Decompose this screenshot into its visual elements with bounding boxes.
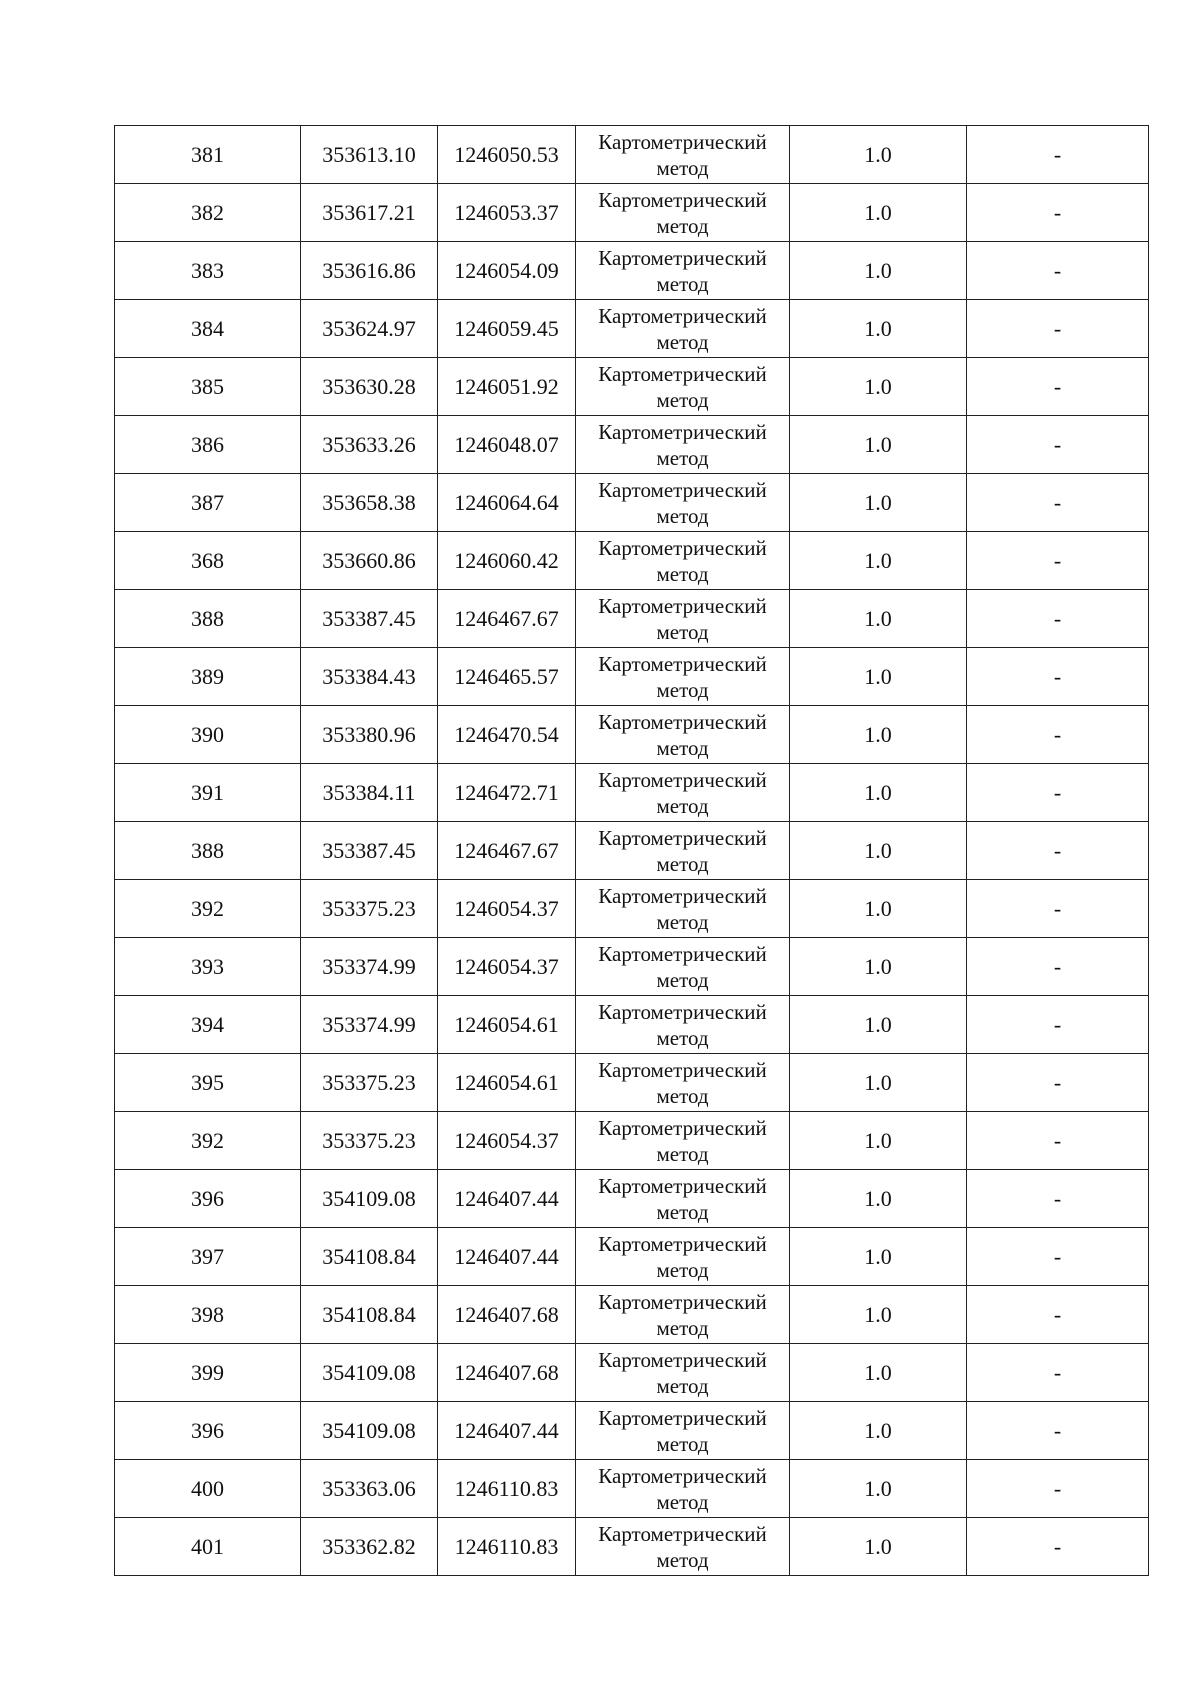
method-cell: Картометрический метод: [576, 242, 790, 300]
method-cell: Картометрический метод: [576, 300, 790, 358]
method-cell: Картометрический метод: [576, 1518, 790, 1576]
method-cell: Картометрический метод: [576, 126, 790, 184]
method-cell: Картометрический метод: [576, 938, 790, 996]
y-coordinate-cell: 1246470.54: [438, 706, 576, 764]
x-coordinate-cell: 353616.86: [301, 242, 438, 300]
x-coordinate-cell: 353384.43: [301, 648, 438, 706]
note-cell: -: [967, 242, 1149, 300]
y-coordinate-cell: 1246467.67: [438, 822, 576, 880]
point-number-cell: 386: [115, 416, 301, 474]
x-coordinate-cell: 353658.38: [301, 474, 438, 532]
note-cell: -: [967, 1460, 1149, 1518]
table-row: [115, 184, 1149, 242]
x-coordinate-cell: 354109.08: [301, 1344, 438, 1402]
method-cell: Картометрический метод: [576, 822, 790, 880]
note-cell: -: [967, 358, 1149, 416]
accuracy-cell: 1.0: [790, 648, 967, 706]
point-number-cell: 394: [115, 996, 301, 1054]
y-coordinate-cell: 1246407.68: [438, 1286, 576, 1344]
table-row: [115, 996, 1149, 1054]
point-number-cell: 398: [115, 1286, 301, 1344]
point-number-cell: 401: [115, 1518, 301, 1576]
method-cell: Картометрический метод: [576, 996, 790, 1054]
method-cell: Картометрический метод: [576, 1054, 790, 1112]
x-coordinate-cell: 354109.08: [301, 1170, 438, 1228]
point-number-cell: 397: [115, 1228, 301, 1286]
y-coordinate-cell: 1246407.44: [438, 1170, 576, 1228]
table-row: [115, 1170, 1149, 1228]
y-coordinate-cell: 1246465.57: [438, 648, 576, 706]
point-number-cell: 388: [115, 822, 301, 880]
note-cell: -: [967, 1054, 1149, 1112]
y-coordinate-cell: 1246059.45: [438, 300, 576, 358]
table-row: [115, 1286, 1149, 1344]
point-number-cell: 381: [115, 126, 301, 184]
y-coordinate-cell: 1246064.64: [438, 474, 576, 532]
x-coordinate-cell: 353363.06: [301, 1460, 438, 1518]
y-coordinate-cell: 1246472.71: [438, 764, 576, 822]
note-cell: -: [967, 1518, 1149, 1576]
point-number-cell: 385: [115, 358, 301, 416]
point-number-cell: 388: [115, 590, 301, 648]
accuracy-cell: 1.0: [790, 532, 967, 590]
accuracy-cell: 1.0: [790, 938, 967, 996]
x-coordinate-cell: 353374.99: [301, 938, 438, 996]
note-cell: -: [967, 1170, 1149, 1228]
point-number-cell: 387: [115, 474, 301, 532]
y-coordinate-cell: 1246054.37: [438, 1112, 576, 1170]
point-number-cell: 389: [115, 648, 301, 706]
x-coordinate-cell: 353375.23: [301, 1054, 438, 1112]
table-row: [115, 822, 1149, 880]
accuracy-cell: 1.0: [790, 996, 967, 1054]
method-cell: Картометрический метод: [576, 1344, 790, 1402]
point-number-cell: 390: [115, 706, 301, 764]
y-coordinate-cell: 1246407.44: [438, 1402, 576, 1460]
y-coordinate-cell: 1246407.44: [438, 1228, 576, 1286]
method-cell: Картометрический метод: [576, 358, 790, 416]
accuracy-cell: 1.0: [790, 416, 967, 474]
table-row: [115, 590, 1149, 648]
note-cell: -: [967, 1112, 1149, 1170]
accuracy-cell: 1.0: [790, 474, 967, 532]
point-number-cell: 395: [115, 1054, 301, 1112]
note-cell: -: [967, 996, 1149, 1054]
x-coordinate-cell: 353624.97: [301, 300, 438, 358]
note-cell: -: [967, 474, 1149, 532]
accuracy-cell: 1.0: [790, 706, 967, 764]
accuracy-cell: 1.0: [790, 126, 967, 184]
y-coordinate-cell: 1246054.37: [438, 880, 576, 938]
y-coordinate-cell: 1246054.61: [438, 1054, 576, 1112]
point-number-cell: 396: [115, 1402, 301, 1460]
y-coordinate-cell: 1246054.61: [438, 996, 576, 1054]
accuracy-cell: 1.0: [790, 1518, 967, 1576]
note-cell: -: [967, 126, 1149, 184]
method-cell: Картометрический метод: [576, 1286, 790, 1344]
accuracy-cell: 1.0: [790, 1286, 967, 1344]
x-coordinate-cell: 353617.21: [301, 184, 438, 242]
note-cell: -: [967, 184, 1149, 242]
y-coordinate-cell: 1246110.83: [438, 1518, 576, 1576]
accuracy-cell: 1.0: [790, 1402, 967, 1460]
note-cell: -: [967, 706, 1149, 764]
accuracy-cell: 1.0: [790, 880, 967, 938]
point-number-cell: 382: [115, 184, 301, 242]
method-cell: Картометрический метод: [576, 590, 790, 648]
method-cell: Картометрический метод: [576, 1402, 790, 1460]
coordinates-table-body: [115, 126, 1149, 1576]
point-number-cell: 368: [115, 532, 301, 590]
note-cell: -: [967, 1228, 1149, 1286]
note-cell: -: [967, 532, 1149, 590]
note-cell: -: [967, 300, 1149, 358]
point-number-cell: 396: [115, 1170, 301, 1228]
x-coordinate-cell: 353374.99: [301, 996, 438, 1054]
accuracy-cell: 1.0: [790, 1054, 967, 1112]
table-row: [115, 416, 1149, 474]
method-cell: Картометрический метод: [576, 474, 790, 532]
x-coordinate-cell: 353380.96: [301, 706, 438, 764]
x-coordinate-cell: 353613.10: [301, 126, 438, 184]
point-number-cell: 392: [115, 880, 301, 938]
x-coordinate-cell: 353633.26: [301, 416, 438, 474]
note-cell: -: [967, 880, 1149, 938]
y-coordinate-cell: 1246110.83: [438, 1460, 576, 1518]
x-coordinate-cell: 354109.08: [301, 1402, 438, 1460]
point-number-cell: 400: [115, 1460, 301, 1518]
note-cell: -: [967, 590, 1149, 648]
table-row: [115, 1518, 1149, 1576]
method-cell: Картометрический метод: [576, 1228, 790, 1286]
accuracy-cell: 1.0: [790, 1460, 967, 1518]
accuracy-cell: 1.0: [790, 1112, 967, 1170]
method-cell: Картометрический метод: [576, 1170, 790, 1228]
accuracy-cell: 1.0: [790, 1344, 967, 1402]
table-row: [115, 648, 1149, 706]
y-coordinate-cell: 1246054.37: [438, 938, 576, 996]
note-cell: -: [967, 1286, 1149, 1344]
table-row: [115, 1344, 1149, 1402]
point-number-cell: 391: [115, 764, 301, 822]
table-row: [115, 126, 1149, 184]
accuracy-cell: 1.0: [790, 822, 967, 880]
x-coordinate-cell: 353660.86: [301, 532, 438, 590]
x-coordinate-cell: 353362.82: [301, 1518, 438, 1576]
table-row: [115, 358, 1149, 416]
table-row: [115, 474, 1149, 532]
y-coordinate-cell: 1246407.68: [438, 1344, 576, 1402]
table-row: [115, 1054, 1149, 1112]
table-row: [115, 880, 1149, 938]
table-row: [115, 764, 1149, 822]
x-coordinate-cell: 353387.45: [301, 822, 438, 880]
y-coordinate-cell: 1246054.09: [438, 242, 576, 300]
x-coordinate-cell: 353630.28: [301, 358, 438, 416]
x-coordinate-cell: 354108.84: [301, 1228, 438, 1286]
coordinates-table: [114, 125, 1149, 1576]
accuracy-cell: 1.0: [790, 300, 967, 358]
accuracy-cell: 1.0: [790, 184, 967, 242]
method-cell: Картометрический метод: [576, 1112, 790, 1170]
x-coordinate-cell: 353375.23: [301, 1112, 438, 1170]
y-coordinate-cell: 1246050.53: [438, 126, 576, 184]
table-row: [115, 532, 1149, 590]
y-coordinate-cell: 1246053.37: [438, 184, 576, 242]
note-cell: -: [967, 1344, 1149, 1402]
method-cell: Картометрический метод: [576, 1460, 790, 1518]
method-cell: Картометрический метод: [576, 184, 790, 242]
y-coordinate-cell: 1246060.42: [438, 532, 576, 590]
accuracy-cell: 1.0: [790, 242, 967, 300]
accuracy-cell: 1.0: [790, 764, 967, 822]
point-number-cell: 383: [115, 242, 301, 300]
note-cell: -: [967, 648, 1149, 706]
point-number-cell: 392: [115, 1112, 301, 1170]
note-cell: -: [967, 416, 1149, 474]
method-cell: Картометрический метод: [576, 706, 790, 764]
accuracy-cell: 1.0: [790, 590, 967, 648]
point-number-cell: 399: [115, 1344, 301, 1402]
method-cell: Картометрический метод: [576, 416, 790, 474]
method-cell: Картометрический метод: [576, 648, 790, 706]
accuracy-cell: 1.0: [790, 358, 967, 416]
x-coordinate-cell: 353387.45: [301, 590, 438, 648]
table-row: [115, 1460, 1149, 1518]
table-row: [115, 938, 1149, 996]
table-row: [115, 706, 1149, 764]
y-coordinate-cell: 1246051.92: [438, 358, 576, 416]
x-coordinate-cell: 353375.23: [301, 880, 438, 938]
method-cell: Картометрический метод: [576, 880, 790, 938]
x-coordinate-cell: 353384.11: [301, 764, 438, 822]
accuracy-cell: 1.0: [790, 1228, 967, 1286]
note-cell: -: [967, 1402, 1149, 1460]
x-coordinate-cell: 354108.84: [301, 1286, 438, 1344]
table-row: [115, 1228, 1149, 1286]
y-coordinate-cell: 1246467.67: [438, 590, 576, 648]
table-row: [115, 1112, 1149, 1170]
table-row: [115, 1402, 1149, 1460]
accuracy-cell: 1.0: [790, 1170, 967, 1228]
method-cell: Картометрический метод: [576, 764, 790, 822]
note-cell: -: [967, 764, 1149, 822]
point-number-cell: 393: [115, 938, 301, 996]
method-cell: Картометрический метод: [576, 532, 790, 590]
y-coordinate-cell: 1246048.07: [438, 416, 576, 474]
note-cell: -: [967, 822, 1149, 880]
point-number-cell: 384: [115, 300, 301, 358]
note-cell: -: [967, 938, 1149, 996]
table-row: [115, 300, 1149, 358]
table-row: [115, 242, 1149, 300]
